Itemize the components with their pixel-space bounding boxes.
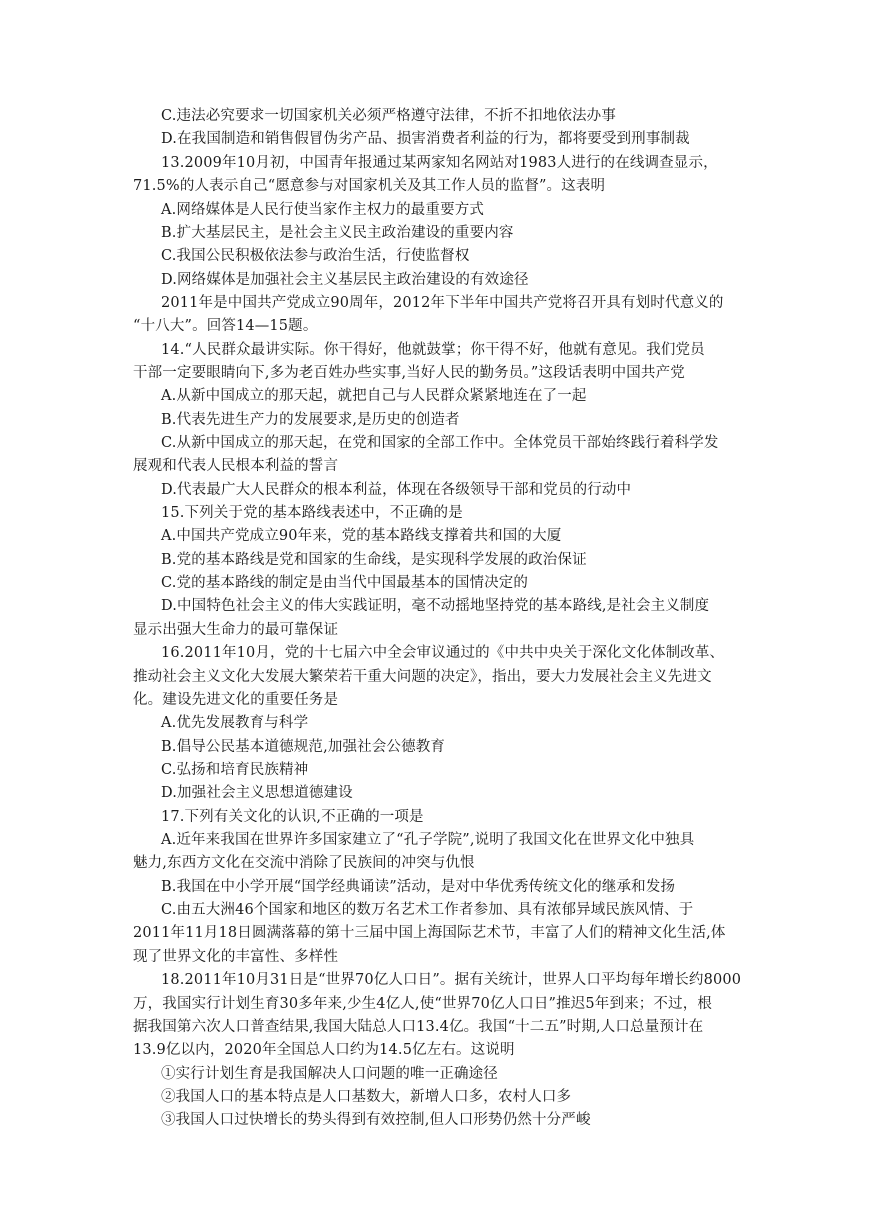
question-18-stem-cont2: 据我国第六次人口普查结果,我国大陆总人口13.4亿。我国“十二五”时期,人口总量预计在	[133, 1019, 704, 1035]
question-15-stem: 15.下列关于党的基本路线表述中，不正确的是	[161, 505, 463, 521]
option-17c-cont2: 现了世界文化的丰富性、多样性	[133, 949, 339, 965]
option-17c: C.由五大洲46个国家和地区的数万名艺术工作者参加、具有浓郁异域民族风情、于	[161, 902, 694, 918]
option-14c: C.从新中国成立的那天起，在党和国家的全部工作中。全体党员干部始终践行着科学发	[161, 435, 719, 451]
question-16-stem-cont1: 推动社会主义文化大发展大繁荣若干重大问题的决定》，指出，要大力发展社会主义先进文	[133, 669, 712, 685]
option-14a: A.从新中国成立的那天起，就把自己与人民群众紧紧地连在了一起	[161, 388, 587, 404]
option-15a: A.中国共产党成立90年来，党的基本路线支撑着共和国的大厦	[161, 528, 562, 544]
question-14-stem: 14.“人民群众最讲实际。你干得好，他就鼓掌；你干得不好，他就有意见。我们党员	[161, 342, 705, 358]
option-12d: D.在我国制造和销售假冒伪劣产品、损害消费者利益的行为，都将要受到刑事制裁	[161, 131, 690, 147]
option-13c: C.我国公民积极依法参与政治生活，行使监督权	[161, 248, 470, 264]
option-17c-cont1: 2011年11月18日圆满落幕的第十三届中国上海国际艺术节，丰富了人们的精神文化生活,体	[133, 925, 726, 941]
option-13a: A.网络媒体是人民行使当家作主权力的最重要方式	[161, 202, 485, 218]
question-18-stem-cont1: 万，我国实行计划生育30多年来,少生4亿人,使“世界70亿人口日”推迟5年到来；不过，根	[133, 996, 712, 1012]
option-13d: D.网络媒体是加强社会主义基层民主政治建设的有效途径	[161, 272, 529, 288]
question-13-stem: 13.2009年10月初，中国青年报通过某两家知名网站对1983人进行的在线调查显示，	[161, 155, 718, 171]
option-17a: A.近年来我国在世界许多国家建立了“孔子学院”,说明了我国文化在世界文化中独具	[161, 832, 695, 848]
statement-18-1: ①实行计划生育是我国解决人口问题的唯一正确途径	[161, 1066, 498, 1082]
option-14b: B.代表先进生产力的发展要求,是历史的创造者	[161, 412, 460, 428]
option-15c: C.党的基本路线的制定是由当代中国最基本的国情决定的	[161, 575, 529, 591]
option-14c-cont: 展观和代表人民根本利益的誓言	[133, 458, 339, 474]
option-14d: D.代表最广大人民群众的根本利益，体现在各级领导干部和党员的行动中	[161, 482, 632, 498]
question-18-stem: 18.2011年10月31日是“世界70亿人口日”。据有关统计，世界人口平均每年增长约8000	[161, 972, 742, 988]
question-13-stem-cont: 71.5%的人表示自己“愿意参与对国家机关及其工作人员的监督”。这表明	[133, 178, 606, 194]
question-14-stem-cont: 干部一定要眼睛向下,多为老百姓办些实事,当好人民的勤务员。”这段话表明中国共产党	[133, 365, 685, 381]
option-15d: D.中国特色社会主义的伟大实践证明，毫不动摇地坚持党的基本路线,是社会主义制度	[161, 598, 710, 614]
option-15d-cont: 显示出强大生命力的最可靠保证	[133, 622, 339, 638]
statement-18-3: ③我国人口过快增长的势头得到有效控制,但人口形势仍然十分严峻	[161, 1112, 591, 1128]
statement-18-2: ②我国人口的基本特点是人口基数大，新增人口多，农村人口多	[161, 1089, 572, 1105]
option-16c: C.弘扬和培育民族精神	[161, 762, 309, 778]
material-14-15: 2011年是中国共产党成立90周年，2012年下半年中国共产党将召开具有划时代意义的	[161, 295, 724, 311]
option-15b: B.党的基本路线是党和国家的生命线，是实现科学发展的政治保证	[161, 552, 587, 568]
question-17-stem: 17.下列有关文化的认识,不正确的一项是	[161, 809, 424, 825]
question-18-stem-cont3: 13.9亿以内，2020年全国总人口约为14.5亿左右。这说明	[133, 1042, 515, 1058]
option-17b: B.我国在中小学开展“国学经典诵读”活动，是对中华优秀传统文化的继承和发扬	[161, 879, 676, 895]
option-17a-cont: 魅力,东西方文化在交流中消除了民族间的冲突与仇恨	[133, 855, 475, 871]
question-16-stem-cont2: 化。建设先进文化的重要任务是	[133, 692, 339, 708]
question-16-stem: 16.2011年10月，党的十七届六中全会审议通过的《中共中央关于深化文化体制改革、	[161, 645, 725, 661]
option-16a: A.优先发展教育与科学	[161, 715, 309, 731]
option-16d: D.加强社会主义思想道德建设	[161, 785, 353, 801]
option-13b: B.扩大基层民主，是社会主义民主政治建设的重要内容	[161, 225, 514, 241]
material-14-15-cont: “十八大”。回答14—15题。	[133, 318, 318, 334]
option-12c: C.违法必究要求一切国家机关必须严格遵守法律，不折不扣地依法办事	[161, 108, 616, 124]
option-16b: B.倡导公民基本道德规范,加强社会公德教育	[161, 739, 446, 755]
